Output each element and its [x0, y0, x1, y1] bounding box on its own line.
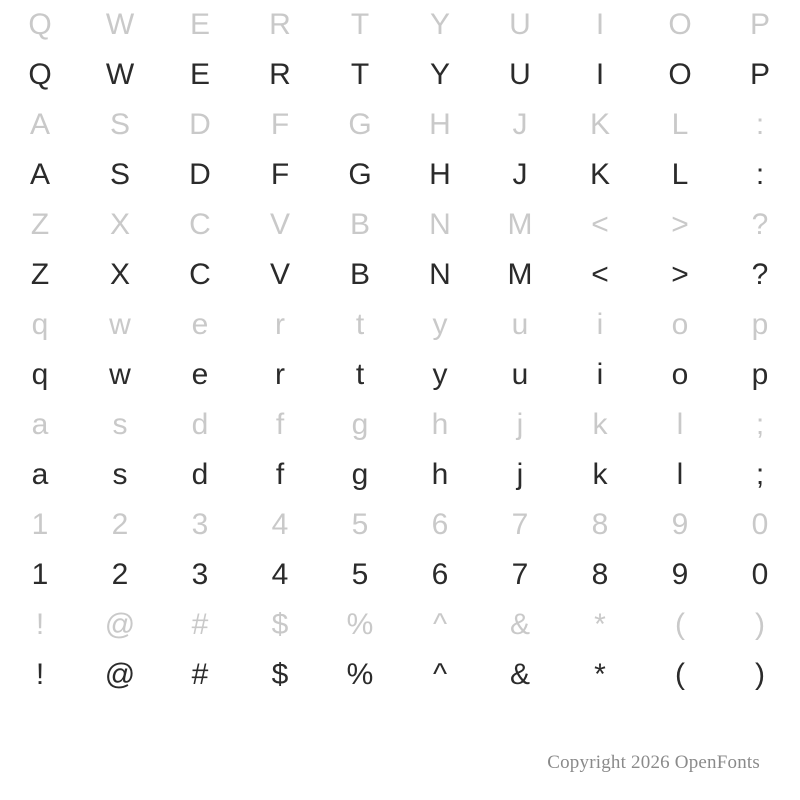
- character-cell: B: [349, 208, 370, 241]
- character-cell: 5: [351, 558, 369, 591]
- character-cell: 6: [431, 558, 449, 591]
- character-cell: #: [191, 608, 209, 641]
- character-cell: S: [109, 108, 130, 141]
- character-cell: >: [671, 258, 689, 291]
- character-cell: p: [751, 358, 769, 391]
- character-cell: O: [668, 58, 692, 91]
- character-cell: $: [271, 658, 289, 691]
- character-cell: a: [31, 458, 49, 491]
- character-cell: P: [749, 8, 770, 41]
- character-cell: U: [509, 58, 531, 91]
- character-cell: i: [596, 358, 604, 391]
- character-cell: O: [668, 8, 692, 41]
- character-cell: ^: [432, 658, 448, 691]
- character-cell: @: [104, 658, 136, 691]
- character-cell: 9: [671, 558, 689, 591]
- character-cell: 2: [111, 558, 129, 591]
- character-cell: R: [269, 8, 291, 41]
- character-cell: w: [109, 358, 131, 391]
- character-cell: &: [509, 608, 530, 641]
- character-cell: <: [591, 208, 609, 241]
- character-cell: 3: [191, 508, 209, 541]
- character-cell: L: [671, 108, 689, 141]
- character-cell: t: [355, 358, 365, 391]
- character-cell: 9: [671, 508, 689, 541]
- character-cell: $: [271, 608, 289, 641]
- character-cell: e: [191, 358, 209, 391]
- character-cell: 4: [271, 558, 289, 591]
- character-cell: p: [751, 308, 769, 341]
- character-cell: %: [346, 608, 374, 641]
- character-cell: h: [431, 408, 449, 441]
- character-cell: 8: [591, 558, 609, 591]
- character-cell: r: [275, 358, 285, 391]
- character-cell: Y: [429, 8, 450, 41]
- character-cell: I: [595, 58, 605, 91]
- character-cell: H: [429, 108, 451, 141]
- character-cell: e: [191, 308, 209, 341]
- character-cell: A: [29, 158, 50, 191]
- character-cell: l: [676, 458, 684, 491]
- character-cell: *: [594, 658, 606, 691]
- character-cell: a: [31, 408, 49, 441]
- character-cell: ^: [432, 608, 448, 641]
- character-cell: f: [275, 408, 285, 441]
- character-cell: 2: [111, 508, 129, 541]
- character-cell: &: [509, 658, 530, 691]
- character-cell: G: [348, 158, 372, 191]
- character-cell: 1: [31, 558, 49, 591]
- character-cell: !: [35, 608, 45, 641]
- character-cell: Y: [429, 58, 450, 91]
- character-cell: C: [189, 208, 211, 241]
- character-cell: <: [591, 258, 609, 291]
- character-cell: s: [112, 458, 128, 491]
- character-cell: 0: [751, 508, 769, 541]
- character-cell: W: [105, 8, 135, 41]
- character-cell: q: [31, 358, 49, 391]
- character-cell: g: [351, 408, 369, 441]
- character-cell: P: [749, 58, 770, 91]
- character-cell: :: [755, 158, 765, 191]
- character-cell: *: [594, 608, 606, 641]
- character-cell: u: [511, 358, 529, 391]
- character-cell: U: [509, 8, 531, 41]
- character-cell: o: [671, 358, 689, 391]
- character-cell: J: [512, 158, 528, 191]
- character-cell: u: [511, 308, 529, 341]
- character-cell: A: [29, 108, 50, 141]
- character-cell: Q: [28, 58, 52, 91]
- character-cell: d: [191, 458, 209, 491]
- character-cell: @: [104, 608, 136, 641]
- character-cell: #: [191, 658, 209, 691]
- character-cell: 8: [591, 508, 609, 541]
- character-cell: ): [755, 658, 765, 691]
- character-cell: 4: [271, 508, 289, 541]
- character-cell: W: [105, 58, 135, 91]
- character-cell: 7: [511, 558, 529, 591]
- character-cell: V: [269, 258, 290, 291]
- character-cell: ): [755, 608, 765, 641]
- character-cell: 0: [751, 558, 769, 591]
- character-cell: k: [592, 408, 608, 441]
- character-cell: Q: [28, 8, 52, 41]
- character-cell: V: [269, 208, 290, 241]
- character-cell: i: [596, 308, 604, 341]
- character-cell: K: [589, 108, 610, 141]
- character-cell: Z: [30, 208, 50, 241]
- character-cell: D: [189, 158, 211, 191]
- character-cell: h: [431, 458, 449, 491]
- character-cell: k: [592, 458, 608, 491]
- character-cell: ;: [755, 408, 765, 441]
- character-cell: d: [191, 408, 209, 441]
- character-cell: Z: [30, 258, 50, 291]
- character-cell: 3: [191, 558, 209, 591]
- character-cell: %: [346, 658, 374, 691]
- character-cell: X: [109, 258, 130, 291]
- character-cell: E: [189, 58, 210, 91]
- character-cell: t: [355, 308, 365, 341]
- character-cell: o: [671, 308, 689, 341]
- character-cell: :: [755, 108, 765, 141]
- character-cell: 1: [31, 508, 49, 541]
- character-cell: 6: [431, 508, 449, 541]
- character-cell: g: [351, 458, 369, 491]
- character-cell: l: [676, 408, 684, 441]
- character-cell: D: [189, 108, 211, 141]
- character-cell: 7: [511, 508, 529, 541]
- character-cell: L: [671, 158, 689, 191]
- character-cell: N: [429, 258, 451, 291]
- character-cell: X: [109, 208, 130, 241]
- character-cell: K: [589, 158, 610, 191]
- character-cell: E: [189, 8, 210, 41]
- character-cell: j: [516, 458, 524, 491]
- character-cell: R: [269, 58, 291, 91]
- copyright-notice: Copyright 2026 OpenFonts: [547, 752, 760, 773]
- character-cell: G: [348, 108, 372, 141]
- character-cell: j: [516, 408, 524, 441]
- character-cell: F: [270, 108, 290, 141]
- character-cell: !: [35, 658, 45, 691]
- character-cell: w: [109, 308, 131, 341]
- character-cell: y: [432, 308, 448, 341]
- character-cell: T: [350, 8, 370, 41]
- character-cell: r: [275, 308, 285, 341]
- character-cell: (: [675, 658, 685, 691]
- character-cell: B: [349, 258, 370, 291]
- character-cell: (: [675, 608, 685, 641]
- character-cell: 5: [351, 508, 369, 541]
- character-cell: M: [507, 208, 533, 241]
- character-cell: J: [512, 108, 528, 141]
- character-cell: >: [671, 208, 689, 241]
- character-cell: F: [270, 158, 290, 191]
- character-cell: M: [507, 258, 533, 291]
- character-cell: f: [275, 458, 285, 491]
- character-cell: S: [109, 158, 130, 191]
- character-cell: ?: [751, 258, 769, 291]
- character-cell: I: [595, 8, 605, 41]
- character-cell: ;: [755, 458, 765, 491]
- character-cell: C: [189, 258, 211, 291]
- character-cell: ?: [751, 208, 769, 241]
- character-cell: N: [429, 208, 451, 241]
- character-cell: s: [112, 408, 128, 441]
- character-cell: y: [432, 358, 448, 391]
- character-cell: q: [31, 308, 49, 341]
- character-cell: H: [429, 158, 451, 191]
- character-cell: T: [350, 58, 370, 91]
